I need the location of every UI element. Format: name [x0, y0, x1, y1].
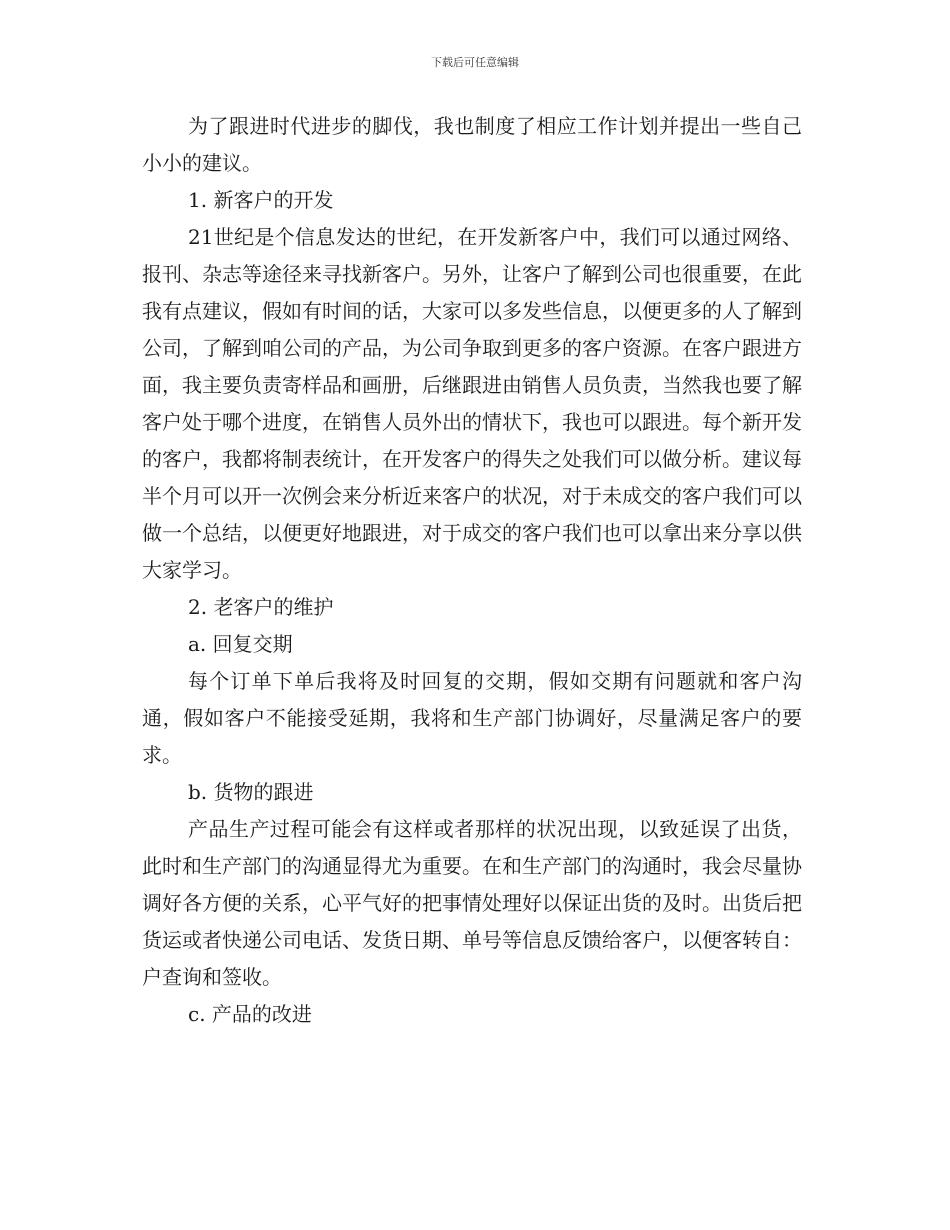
section-heading-old-clients: 2. 老客户的维护 — [188, 595, 334, 619]
paragraph-new-clients: 21世纪是个信息发达的世纪，在开发新客户中，我们可以通过网络、报刊、杂志等途径来寻找新客户。另外，让客户了解到公司也很重要，在此我有点建议，假如有时间的话，大家可以多发些信息，以便更多的人了解到公司，了解到咱公司的产品，为公司争取到更多的客户资源。在客户跟进方面，我主要负责寄样品和画册，后继跟进由销售人员负责，当然我也要了解客户处于哪个进度，在销售人员外出的情状下，我也可以跟进。每个新开发的客户，我都将制表统计，在开发客户的得失之处我们可以做分析。建议每半个月可以开一次例会来分析近来客户的状况，对于未成交的客户我们可以做一个总结，以便更好地跟进，对于成交的客户我们也可以拿出来分享以供大家学习。 — [142, 225, 802, 582]
subheading-goods-followup: b. 货物的跟进 — [188, 780, 314, 804]
page-header-note: 下载后可任意编辑 — [431, 56, 519, 69]
document-body — [142, 108, 802, 1033]
subheading-delivery-reply: a. 回复交期 — [188, 632, 293, 656]
paragraph-goods-followup: 产品生产过程可能会有这样或者那样的状况出现，以致延误了出货，此时和生产部门的沟通显得尤为重要。在和生产部门的沟通时，我会尽量协调好各方便的关系，心平气好的把事情处理好以保证出货的及时。出货后把货运或者快递公司电话、发货日期、单号等信息反馈给客户，以便客转自： 户查询和签收。 — [142, 817, 802, 989]
section-heading-new-clients: 1. 新客户的开发 — [188, 188, 334, 212]
subheading-product-improvement: c. 产品的改进 — [188, 1002, 312, 1026]
paragraph-intro: 为了跟进时代进步的脚伐，我也制度了相应工作计划并提出一些自己小小的建议。 — [142, 114, 802, 175]
paragraph-delivery-reply: 每个订单下单后我将及时回复的交期，假如交期有问题就和客户沟通，假如客户不能接受延期，我将和生产部门协调好，尽量满足客户的要求。 — [142, 669, 802, 767]
